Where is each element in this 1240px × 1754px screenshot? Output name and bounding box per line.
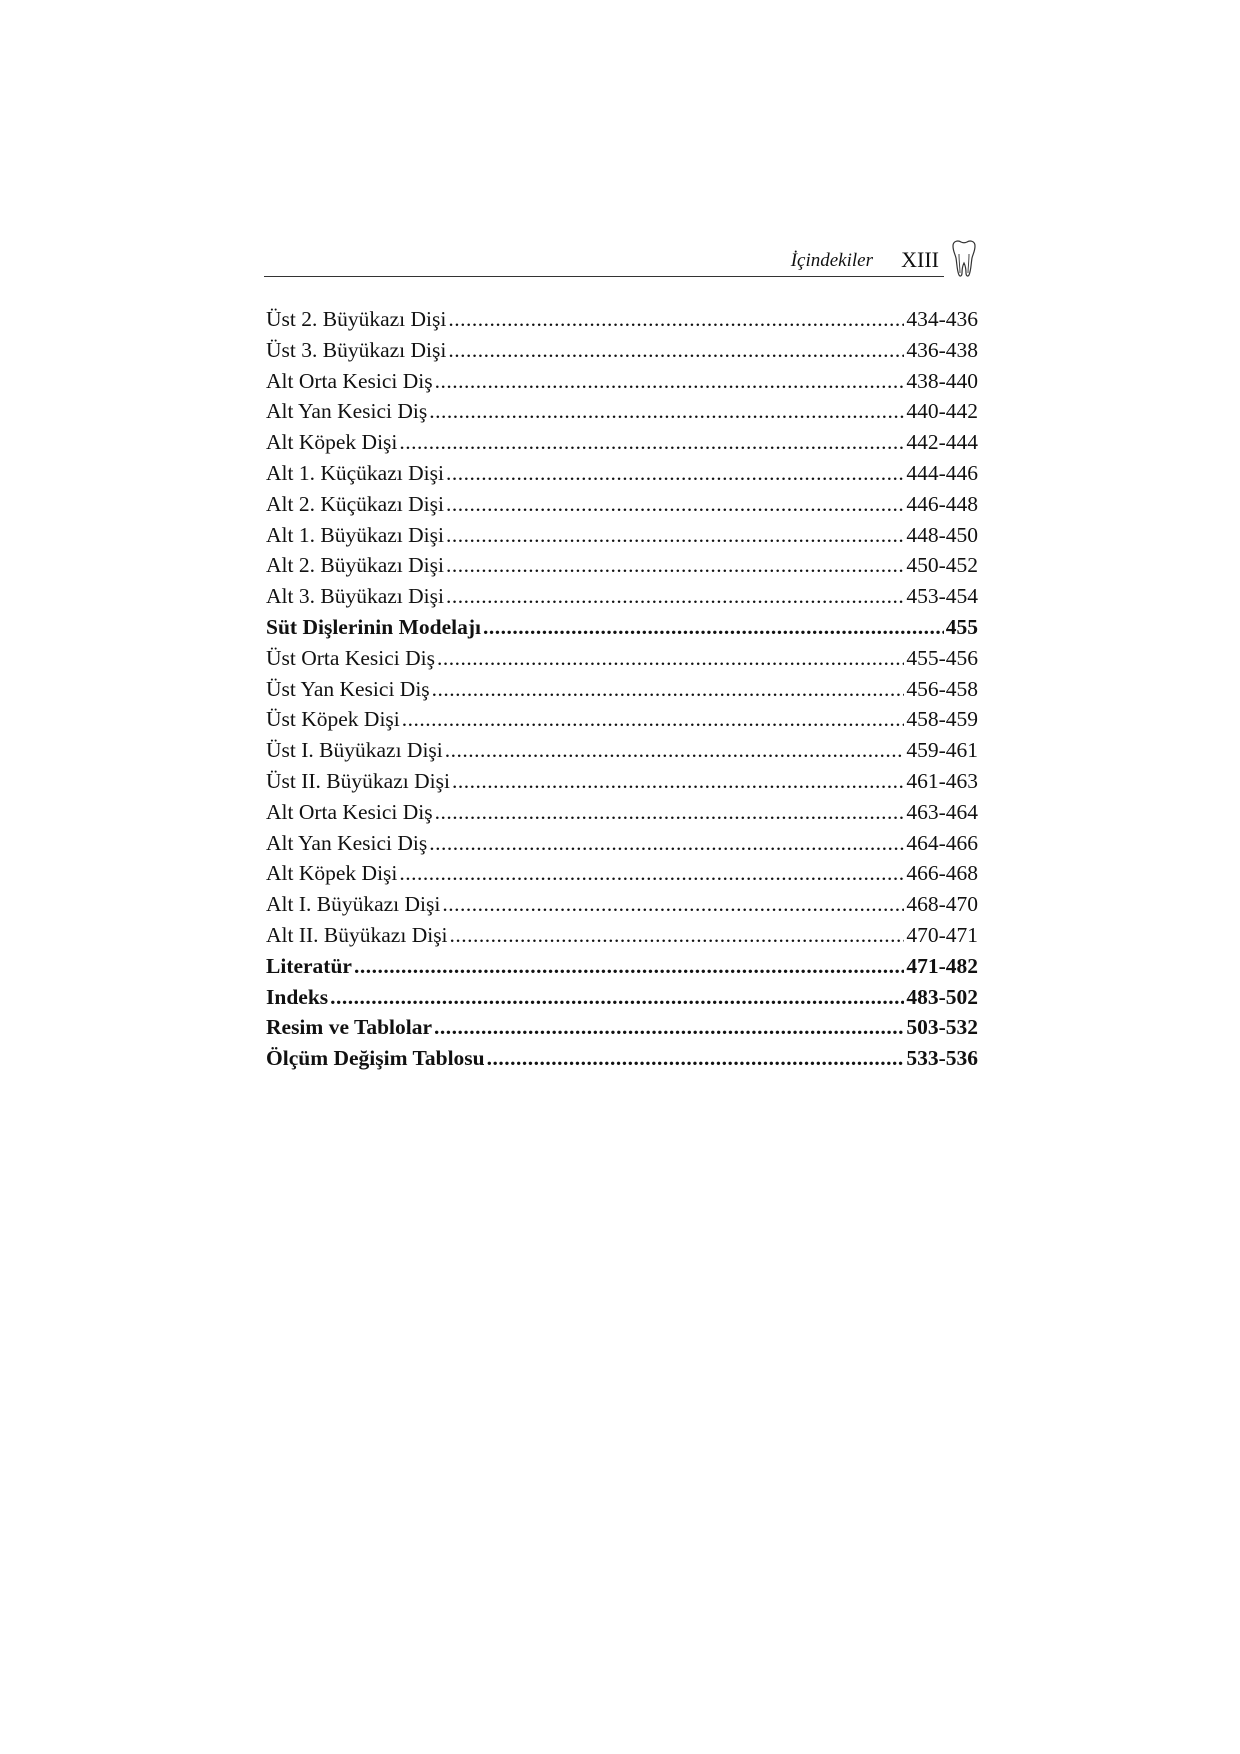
toc-entry-title: Üst 2. Büyükazı Dişi xyxy=(266,307,447,331)
toc-entry[interactable] xyxy=(266,861,978,892)
toc-entry-title: Resim ve Tablolar xyxy=(266,1015,433,1040)
toc-entry-title: Alt 2. Küçükazı Dişi xyxy=(266,491,444,516)
toc-entry-pages: 446-448 xyxy=(906,491,978,516)
toc-entry-title: Üst II. Büyükazı Dişi xyxy=(266,768,450,793)
toc-dot-leader xyxy=(450,923,905,948)
toc-entry-title: Alt I. Büyükazı Dişi xyxy=(266,892,441,917)
toc-dot-leader xyxy=(446,523,904,548)
toc-dot-leader xyxy=(487,1046,905,1071)
toc-entry-title: Alt 1. Büyükazı Dişi xyxy=(266,522,444,547)
toc-entry-pages: 503-532 xyxy=(906,1015,978,1040)
running-header xyxy=(264,238,979,278)
toc-entry[interactable] xyxy=(266,369,978,400)
toc-dot-leader xyxy=(354,954,904,979)
toc-entry-title: Üst 3. Büyükazı Dişi xyxy=(266,337,447,362)
toc-entry-pages: 455 xyxy=(945,614,978,639)
toc-entry[interactable] xyxy=(266,738,978,769)
toc-dot-leader xyxy=(483,615,944,640)
toc-entry-title: Üst Orta Kesici Diş xyxy=(266,645,435,670)
toc-dot-leader xyxy=(399,430,904,455)
toc-entry-title: Alt Orta Kesici Diş xyxy=(266,799,433,824)
toc-entry[interactable] xyxy=(266,800,978,831)
toc-entry-pages: 464-466 xyxy=(906,830,978,855)
tooth-icon xyxy=(949,238,979,278)
toc-entry-pages: 470-471 xyxy=(906,922,978,947)
toc-entry[interactable] xyxy=(266,492,978,523)
toc-entry[interactable] xyxy=(266,1015,978,1046)
toc-entry-pages: 463-464 xyxy=(906,799,978,824)
header-rule xyxy=(264,276,944,277)
toc-dot-leader xyxy=(429,399,904,424)
toc-entry-title: Alt II. Büyükazı Dişi xyxy=(266,922,448,947)
toc-entry-pages: 466-468 xyxy=(906,861,978,886)
toc-entry[interactable] xyxy=(266,923,978,954)
toc-entry-pages: 459-461 xyxy=(906,738,978,763)
toc-entry-pages: 444-446 xyxy=(906,460,978,485)
toc-entry-pages: 442-444 xyxy=(906,430,978,455)
toc-entry-title: Süt Dişlerinin Modelajı xyxy=(266,614,482,639)
toc-entry-pages: 455-456 xyxy=(906,645,978,670)
toc-dot-leader xyxy=(442,892,904,917)
toc-entry-title: Literatür xyxy=(266,953,352,978)
toc-entry-title: Alt 1. Küçükazı Dişi xyxy=(266,460,444,485)
toc-entry-pages: 483-502 xyxy=(906,984,978,1009)
toc-entry[interactable] xyxy=(266,677,978,708)
toc-dot-leader xyxy=(435,369,905,394)
toc-dot-leader xyxy=(434,1015,904,1040)
toc-dot-leader xyxy=(446,492,904,517)
toc-entry-pages: 468-470 xyxy=(906,892,978,917)
toc-entry-pages: 440-442 xyxy=(906,399,978,424)
toc-entry[interactable] xyxy=(266,646,978,677)
toc-entry-pages: 453-454 xyxy=(906,584,978,609)
toc-dot-leader xyxy=(446,461,904,486)
toc-dot-leader xyxy=(448,307,904,332)
toc-entry-pages: 438-440 xyxy=(906,368,978,393)
toc-entry[interactable] xyxy=(266,523,978,554)
toc-entry[interactable] xyxy=(266,430,978,461)
toc-entry[interactable] xyxy=(266,769,978,800)
toc-entry[interactable] xyxy=(266,892,978,923)
toc-entry-pages: 458-459 xyxy=(906,707,978,732)
toc-entry-title: Alt Köpek Dişi xyxy=(266,430,398,455)
toc-entry-title: Alt Köpek Dişi xyxy=(266,861,398,886)
toc-dot-leader xyxy=(452,769,904,794)
toc-entry[interactable] xyxy=(266,615,978,646)
table-of-contents xyxy=(266,307,978,1077)
toc-entry-pages: 436-438 xyxy=(906,337,978,362)
toc-entry-title: Ölçüm Değişim Tablosu xyxy=(266,1046,485,1071)
toc-entry[interactable] xyxy=(266,584,978,615)
toc-entry-title: Alt 3. Büyükazı Dişi xyxy=(266,584,444,609)
toc-entry-pages: 450-452 xyxy=(906,553,978,578)
toc-entry[interactable] xyxy=(266,1046,978,1077)
toc-dot-leader xyxy=(448,338,904,363)
toc-entry[interactable] xyxy=(266,553,978,584)
toc-entry-title: Üst Köpek Dişi xyxy=(266,707,400,732)
toc-dot-leader xyxy=(446,584,904,609)
toc-dot-leader xyxy=(432,677,905,702)
toc-entry-pages: 448-450 xyxy=(906,522,978,547)
toc-entry[interactable] xyxy=(266,338,978,369)
toc-dot-leader xyxy=(445,738,905,763)
toc-dot-leader xyxy=(437,646,904,671)
header-page-number: XIII xyxy=(901,247,939,272)
toc-entry[interactable] xyxy=(266,985,978,1016)
toc-dot-leader xyxy=(429,831,904,856)
toc-entry-title: Üst Yan Kesici Diş xyxy=(266,676,430,701)
toc-entry[interactable] xyxy=(266,399,978,430)
toc-entry-title: Indeks xyxy=(266,984,329,1009)
toc-entry-pages: 461-463 xyxy=(906,768,978,793)
toc-dot-leader xyxy=(446,553,904,578)
toc-entry[interactable] xyxy=(266,307,978,338)
toc-entry-pages: 533-536 xyxy=(906,1046,978,1071)
toc-entry-title: Alt Yan Kesici Diş xyxy=(266,399,428,424)
toc-entry-pages: 471-482 xyxy=(906,953,978,978)
toc-dot-leader xyxy=(435,800,905,825)
toc-entry-title: Alt Yan Kesici Diş xyxy=(266,830,428,855)
toc-entry-pages: 434-436 xyxy=(906,307,978,331)
toc-entry-title: Üst I. Büyükazı Dişi xyxy=(266,738,443,763)
toc-entry[interactable] xyxy=(266,831,978,862)
toc-entry[interactable] xyxy=(266,954,978,985)
toc-dot-leader xyxy=(330,985,904,1010)
toc-entry-title: Alt Orta Kesici Diş xyxy=(266,368,433,393)
header-section-title: İçindekiler xyxy=(790,250,873,271)
toc-entry-pages: 456-458 xyxy=(906,676,978,701)
toc-entry[interactable] xyxy=(266,461,978,492)
toc-dot-leader xyxy=(402,707,905,732)
toc-entry-title: Alt 2. Büyükazı Dişi xyxy=(266,553,444,578)
toc-dot-leader xyxy=(399,861,904,886)
toc-entry[interactable] xyxy=(266,707,978,738)
